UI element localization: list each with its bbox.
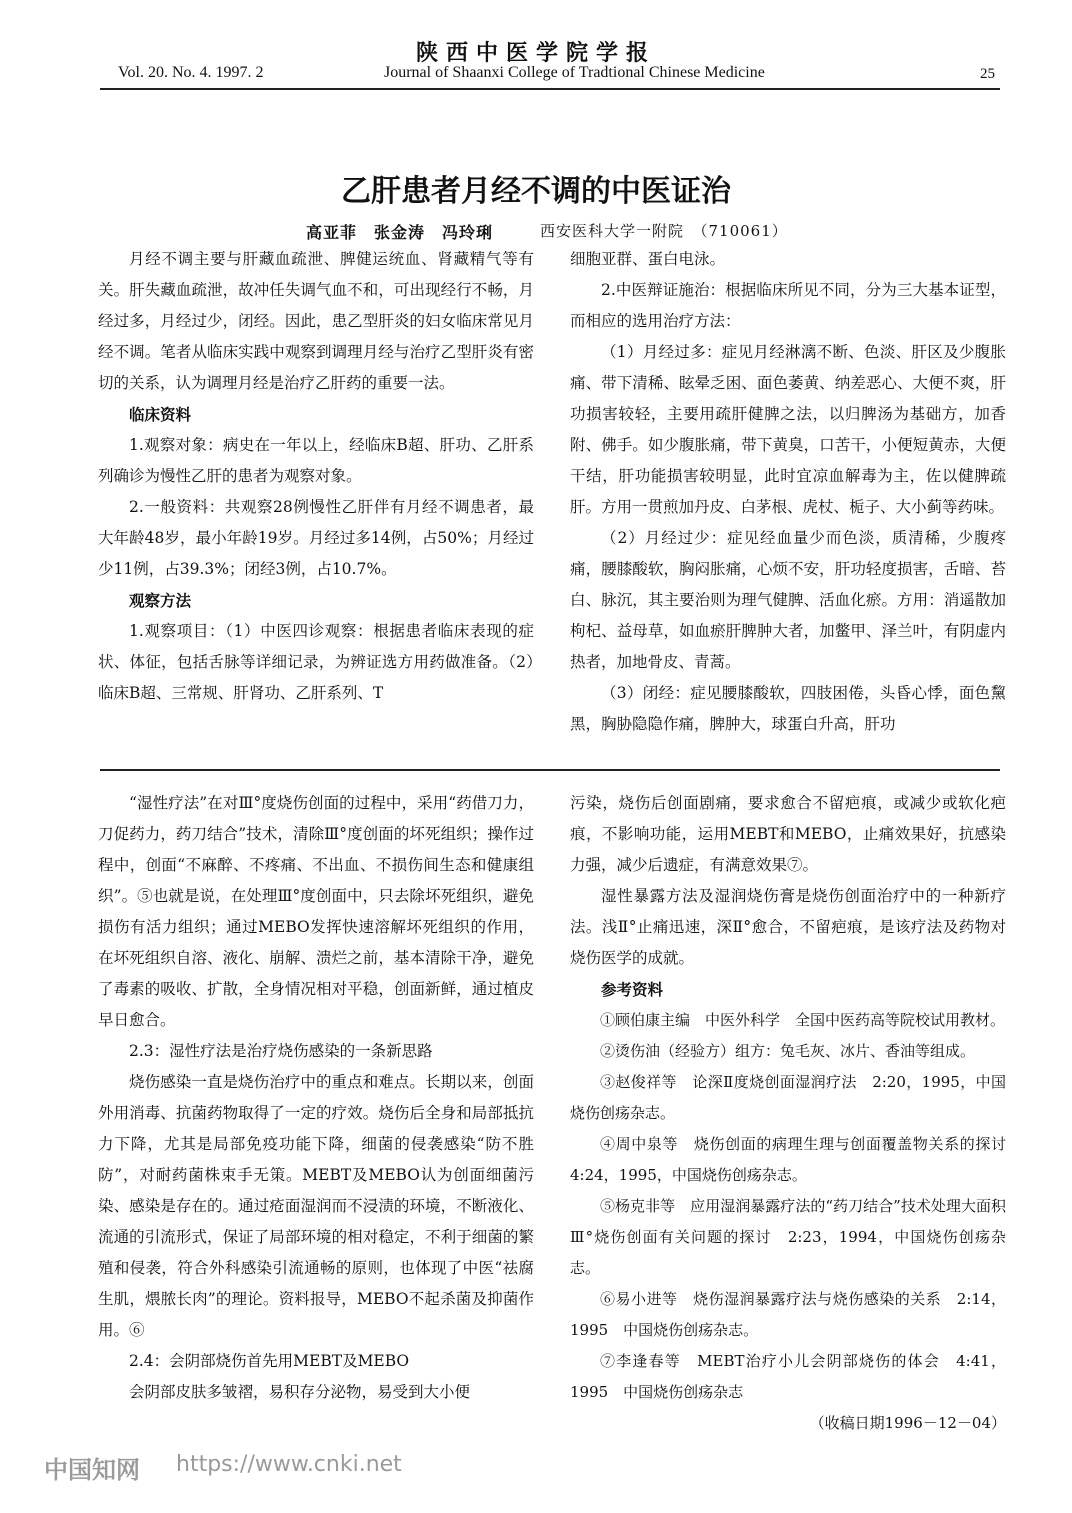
article-affiliation: 西安医科大学一附院 （710061） — [540, 222, 788, 240]
article-divider — [100, 769, 1000, 771]
section-heading-references: 参考资料 — [601, 980, 664, 999]
article-authors: 高亚菲 张金涛 冯玲琍 — [306, 223, 494, 242]
article-title: 乙肝患者月经不调的中医证治 — [341, 174, 731, 209]
column-1 — [98, 244, 534, 709]
reference-item: ②烫伤油（经验方）组方：兔毛灰、冰片、香油等组成。 — [600, 1042, 976, 1060]
subsection-heading: 2.4：会阴部烧伤首先用MEBT及MEBO — [129, 1352, 410, 1370]
paragraph: 1.观察项目：（1）中医四诊观察：根据患者临床表现的症状、体征，包括舌脉等详细记录，为辨证选方用药做准备。（2）临床B超、三常规、肝肾功、乙肝系列、T — [98, 622, 534, 702]
column-2 — [570, 244, 1006, 740]
paragraph: （3）闭经：症见腰膝酸软，四肢困倦，头昏心悸，面色黧黑，胸胁隐隐作痛，脾肿大，球蛋白升高，肝功 — [570, 684, 1006, 733]
cnki-logo: 中国知网 — [44, 1456, 140, 1484]
paragraph: 会阴部皮肤多皱褶，易积存分泌物，易受到大小便 — [129, 1383, 471, 1401]
paragraph: 烧伤感染一直是烧伤治疗中的重点和难点。长期以来，创面外用消毒、抗菌药物取得了一定的疗效。烧伤后全身和局部抵抗力下降，尤其是局部免疫功能下降，细菌的侵袭感染“防不胜防”，对耐药菌株束手无策。MEBT及MEBO认为创面细菌污染、感染是存在的。通过疮面湿润而不浸渍的环境，不断液化、流通的引流形式，保证了局部环境的相对稳定，不利于细菌的繁殖和侵袭，符合外科感染引流通畅的原则，也体现了中医“祛腐生肌，煨脓长肉”的理论。资料报导，MEBO不起杀菌及抑菌作用。⑥ — [98, 1073, 534, 1339]
journal-title-en: Journal of Shaanxi College of Tradtional Chinese Medicine — [384, 64, 765, 81]
column-3 — [98, 788, 534, 1408]
paragraph: 1.观察对象：病史在一年以上，经临床B超、肝功、乙肝系列确诊为慢性乙肝的患者为观察对象。 — [98, 436, 534, 485]
reference-item: ①顾伯康主编 中医外科学 全国中医药高等院校试用教材。 — [600, 1011, 1006, 1029]
paragraph: （1）月经过多：症见月经淋漓不断、色淡、肝区及少腹胀痛、带下清稀、眩晕乏困、面色萎黄、纳差恶心、大便不爽，肝功损害较轻，主要用疏肝健脾之法，以归脾汤为基础方，加香附、佛手。如少腹胀痛，带下黄臭，口苦干，小便短黄赤，大便干结，肝功能损害较明显，此时宜凉血解毒为主，佐以健脾疏肝。方用一贯煎加丹皮、白茅根、虎杖、栀子、大小蓟等药味。 — [570, 343, 1006, 516]
section-heading-clinical-data: 临床资料 — [129, 405, 192, 424]
reference-item: ③赵俊祥等 论深Ⅱ度烧创面湿润疗法 2:20，1995，中国烧伤创疡杂志。 — [570, 1073, 1006, 1122]
section-heading-methods: 观察方法 — [129, 591, 192, 610]
paragraph: （2）月经过少：症见经血量少而色淡，质清稀，少腹疼痛，腰膝酸软，胸闷胀痛，心烦不安，肝功轻度损害，舌暗、苔白、脉沉，其主要治则为理气健脾、活血化瘀。方用：消遥散加枸杞、益母草，如血瘀肝脾肿大者，加鳖甲、泽兰叶，有阴虚内热者，加地骨皮、青蒿。 — [570, 529, 1006, 671]
paragraph: 2.中医辩证施治：根据临床所见不同，分为三大基本证型，而相应的选用治疗方法： — [570, 281, 1006, 330]
header-rule — [100, 88, 1000, 90]
paragraph: 2.一般资料：共观察28例慢性乙肝伴有月经不调患者，最大年龄48岁，最小年龄19岁。月经过多14例，占50%；月经过少11例，占39.3%；闭经3例，占10.7%。 — [98, 498, 534, 578]
paragraph: “湿性疗法”在对Ⅲ°度烧伤创面的过程中，采用“药借刀力，刀促药力，药刀结合”技术，清除Ⅲ°度创面的坏死组织；操作过程中，创面“不麻醉、不疼痛、不出血、不损伤间生态和健康组织”。⑤也就是说，在处理Ⅲ°度创面中，只去除坏死组织，避免损伤有活力组织；通过MEBO发挥快速溶解坏死组织的作用，在坏死组织自溶、液化、崩解、溃烂之前，基本清除干净，避免了毒素的吸收、扩散，全身情况相对平稳，创面新鲜，通过植皮早日愈合。 — [98, 794, 534, 1029]
reference-item: ④周中泉等 烧伤创面的病理生理与创面覆盖物关系的探讨 4:24，1995，中国烧伤创疡杂志。 — [570, 1135, 1022, 1184]
journal-title-cn: 陕西中医学院学报 — [415, 40, 656, 66]
reference-item: ⑤杨克非等 应用湿润暴露疗法的“药刀结合”技术处理大面积Ⅲ°烧伤创面有关问题的探讨 2:23，1994，中国烧伤创疡杂志。 — [570, 1197, 1006, 1277]
received-date: （收稿日期1996－12－04） — [809, 1414, 1006, 1432]
reference-item: ⑥易小进等 烧伤湿润暴露疗法与烧伤感染的关系 2:14，1995 中国烧伤创疡杂志。 — [570, 1290, 1006, 1339]
paragraph: 细胞亚群、蛋白电泳。 — [570, 250, 726, 268]
paragraph: 湿性暴露方法及湿润烧伤膏是烧伤创面治疗中的一种新疗法。浅Ⅱ°止痛迅速，深Ⅱ°愈合，不留疤痕，是该疗法及药物对烧伤医学的成就。 — [570, 887, 1006, 967]
cnki-url: https://www.cnki.net — [176, 1452, 402, 1477]
volume-info: Vol. 20. No. 4. 1997. 2 — [118, 64, 264, 81]
subsection-heading: 2.3：湿性疗法是治疗烧伤感染的一条新思路 — [129, 1042, 433, 1060]
paragraph: 污染，烧伤后创面剧痛，要求愈合不留疤痕，或减少或软化疤痕，不影响功能，运用MEBT和MEBO，止痛效果好，抗感染力强，减少后遗症，有满意效果⑦。 — [570, 794, 1006, 874]
reference-item: ⑦李逢春等 MEBT治疗小儿会阴部烧伤的体会 4:41，1995 中国烧伤创疡杂志 — [570, 1352, 1006, 1401]
column-4 — [570, 788, 1022, 1439]
paragraph: 月经不调主要与肝藏血疏泄、脾健运统血、肾藏精气等有关。肝失藏血疏泄，故冲任失调气血不和，可出现经行不畅，月经过多，月经过少，闭经。因此，患乙型肝炎的妇女临床常见月经不调。笔者从临床实践中观察到调理月经与治疗乙型肝炎有密切的关系，认为调理月经是治疗乙肝药的重要一法。 — [98, 250, 534, 392]
page-number: 25 — [980, 66, 995, 82]
